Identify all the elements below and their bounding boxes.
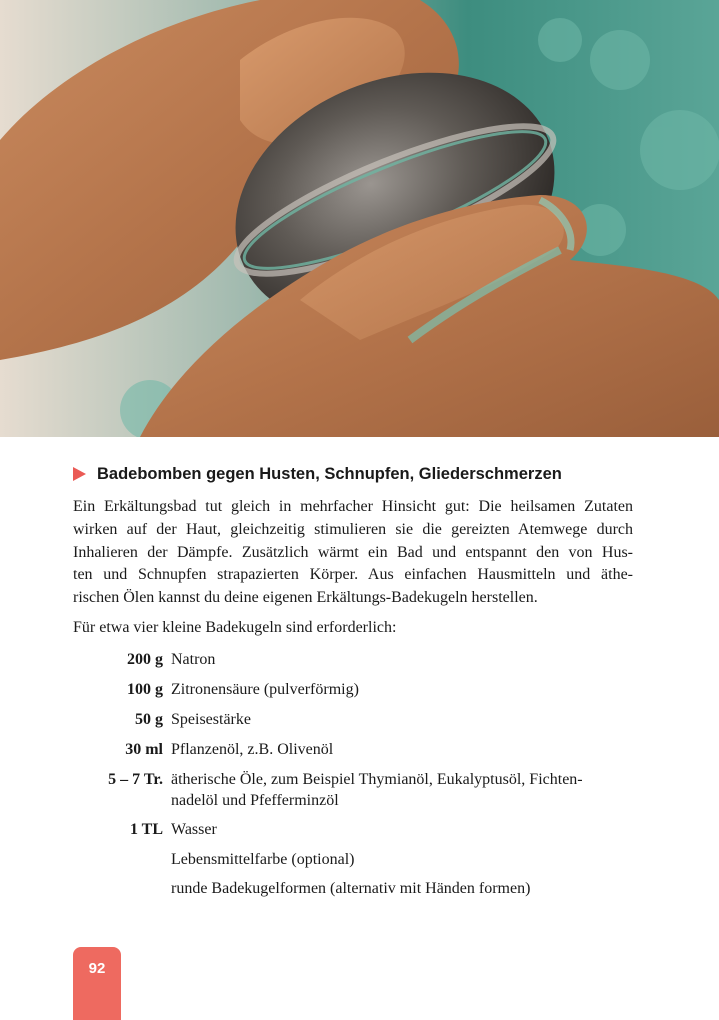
ingredient-description: Zitronensäure (pulverförmig) [171,681,359,698]
triangle-bullet-icon [73,467,86,481]
ingredient-description: Speisestärke [171,711,251,728]
heading-text: Badebomben gegen Husten, Schnupfen, Gliederschmerzen [97,464,562,483]
ingredient-row [73,709,633,731]
ingredient-amount: 1 TL [129,821,163,838]
intro-line: wirken auf der Haut, gleichzeitig stimulieren sie die gereizten Atemwege durch [73,520,633,538]
intro-line: rischen Ölen kannst du deine eigenen Erkältungs-Badekugeln herstellen. [73,589,538,607]
ingredient-list [73,649,633,907]
ingredient-row [73,739,633,761]
ingredient-row [73,679,633,701]
ingredient-description: Pflanzenöl, z.B. Olivenöl [171,741,334,758]
ingredient-amount: 100 g [127,681,163,698]
intro-paragraph [73,496,633,610]
ingredient-description: Wasser [171,821,217,838]
ingredient-description: Natron [171,651,216,668]
ingredients-lead: Für etwa vier kleine Badekugeln sind erforderlich: [73,619,397,636]
section-heading [73,461,673,487]
ingredient-amount: 5 – 7 Tr. [108,771,163,788]
page-number: 92 [88,960,106,977]
ingredient-description: runde Badekugelformen (alternativ mit Händen formen) [171,880,531,897]
page-number-tab [73,947,121,1020]
ingredient-description: Lebensmittelfarbe (optional) [171,851,355,868]
ingredient-description: ätherische Öle, zum Beispiel Thymianöl, Eukalyptusöl, Fichten- nadelöl und Pfefferminzöl [171,771,583,809]
ingredient-amount: 50 g [135,711,163,728]
bath-bomb-photo [0,0,719,437]
intro-line: Ein Erkältungsbad tut gleich in mehrfacher Hinsicht gut: Die heilsamen Zutaten [73,498,633,515]
ingredient-row [73,769,633,811]
ingredient-amount: 30 ml [125,741,163,758]
ingredient-amount: 200 g [127,651,163,668]
ingredient-row [73,819,633,841]
ingredient-row [73,878,633,899]
intro-line: ten und Schnupfen strapazierten Körper. Aus einfachen Hausmitteln und äthe- [73,566,633,584]
intro-line: Inhalieren der Dämpfe. Zusätzlich wärmt ein Bad und entspannt den von Hus- [73,543,633,561]
ingredient-row [73,649,633,671]
ingredient-row [73,849,633,870]
